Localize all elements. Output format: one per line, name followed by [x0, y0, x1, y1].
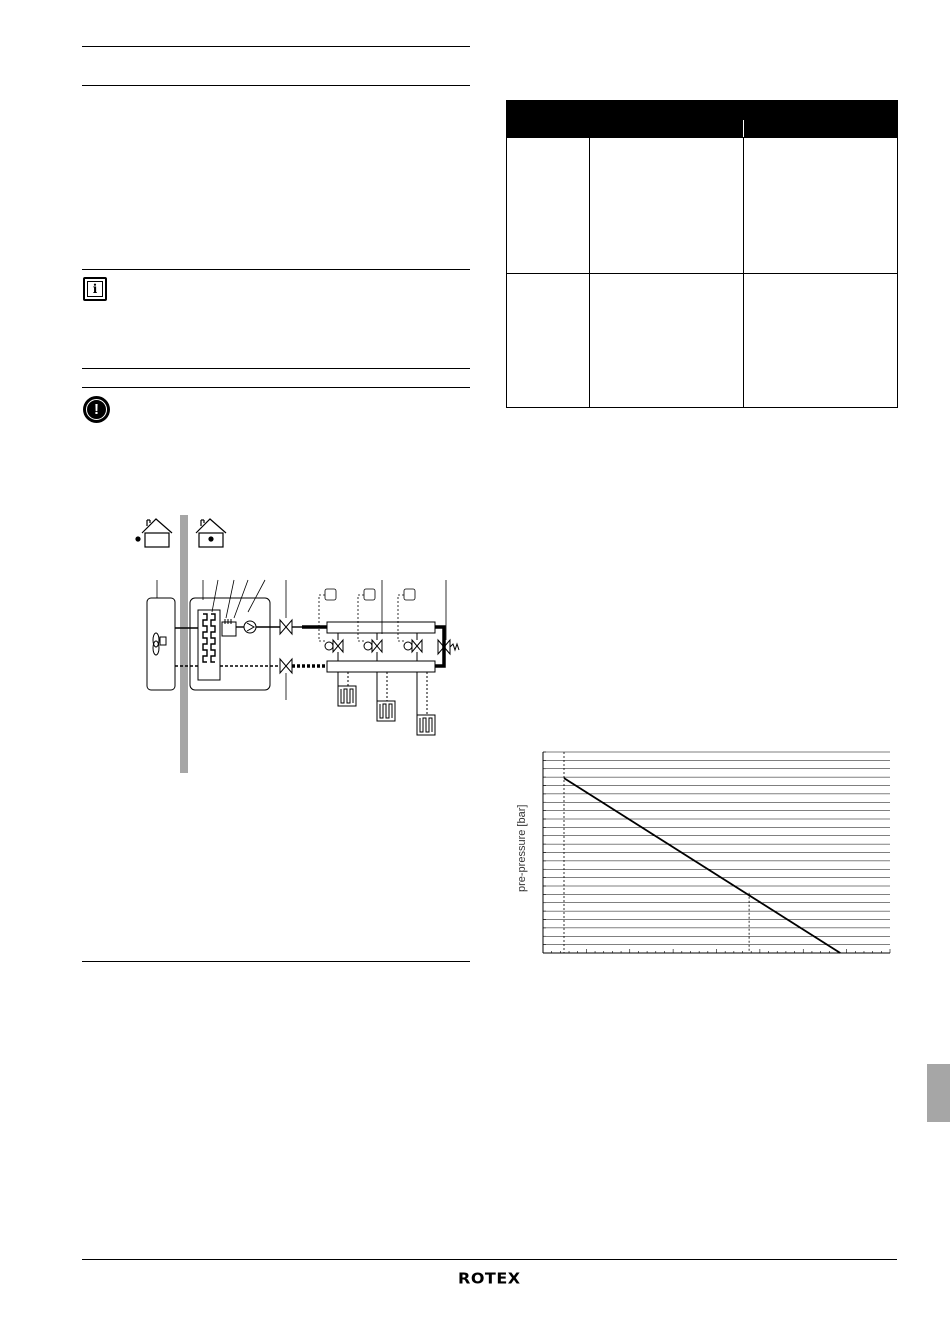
rule-info-bottom: [82, 368, 470, 369]
table-header-col-2: [744, 120, 898, 138]
outdoor-house-icon: [136, 519, 172, 547]
building-wall: [180, 515, 188, 773]
rule-left-bottom: [82, 961, 470, 962]
rule-info-top: [82, 269, 470, 270]
outdoor-unit: [147, 598, 175, 690]
y-axis-label: pre-pressure [bar]: [516, 804, 528, 892]
table-header-col-1: [590, 120, 744, 138]
heat-exchanger: [198, 610, 220, 680]
footer-rule: [82, 1259, 897, 1260]
return-manifold: [327, 661, 435, 672]
info-icon: i: [83, 277, 107, 301]
indoor-house-icon: [196, 519, 226, 547]
fan-icon: [153, 633, 166, 655]
rule-top-2: [82, 85, 470, 86]
section-tab: [927, 1064, 950, 1122]
table-header-corner: [507, 101, 590, 138]
indoor-unit: [190, 598, 270, 690]
table-row: [507, 274, 898, 408]
table-header-group: [590, 101, 898, 120]
hydraulic-schematic: [120, 510, 460, 780]
supply-manifold: [327, 622, 435, 633]
table-row: [507, 138, 898, 274]
exclamation-icon: !: [83, 396, 110, 423]
shutoff-valve-supply: [280, 620, 292, 634]
pre-pressure-chart: [536, 748, 896, 958]
series-line-pre-pressure: [564, 778, 840, 953]
backup-heater: [222, 622, 236, 636]
spec-table: [506, 100, 898, 408]
brand-logo: ROTEX: [458, 1269, 521, 1288]
rule-top-1: [82, 46, 470, 47]
rule-warn-top: [82, 387, 470, 388]
shutoff-valve-return: [280, 659, 292, 673]
